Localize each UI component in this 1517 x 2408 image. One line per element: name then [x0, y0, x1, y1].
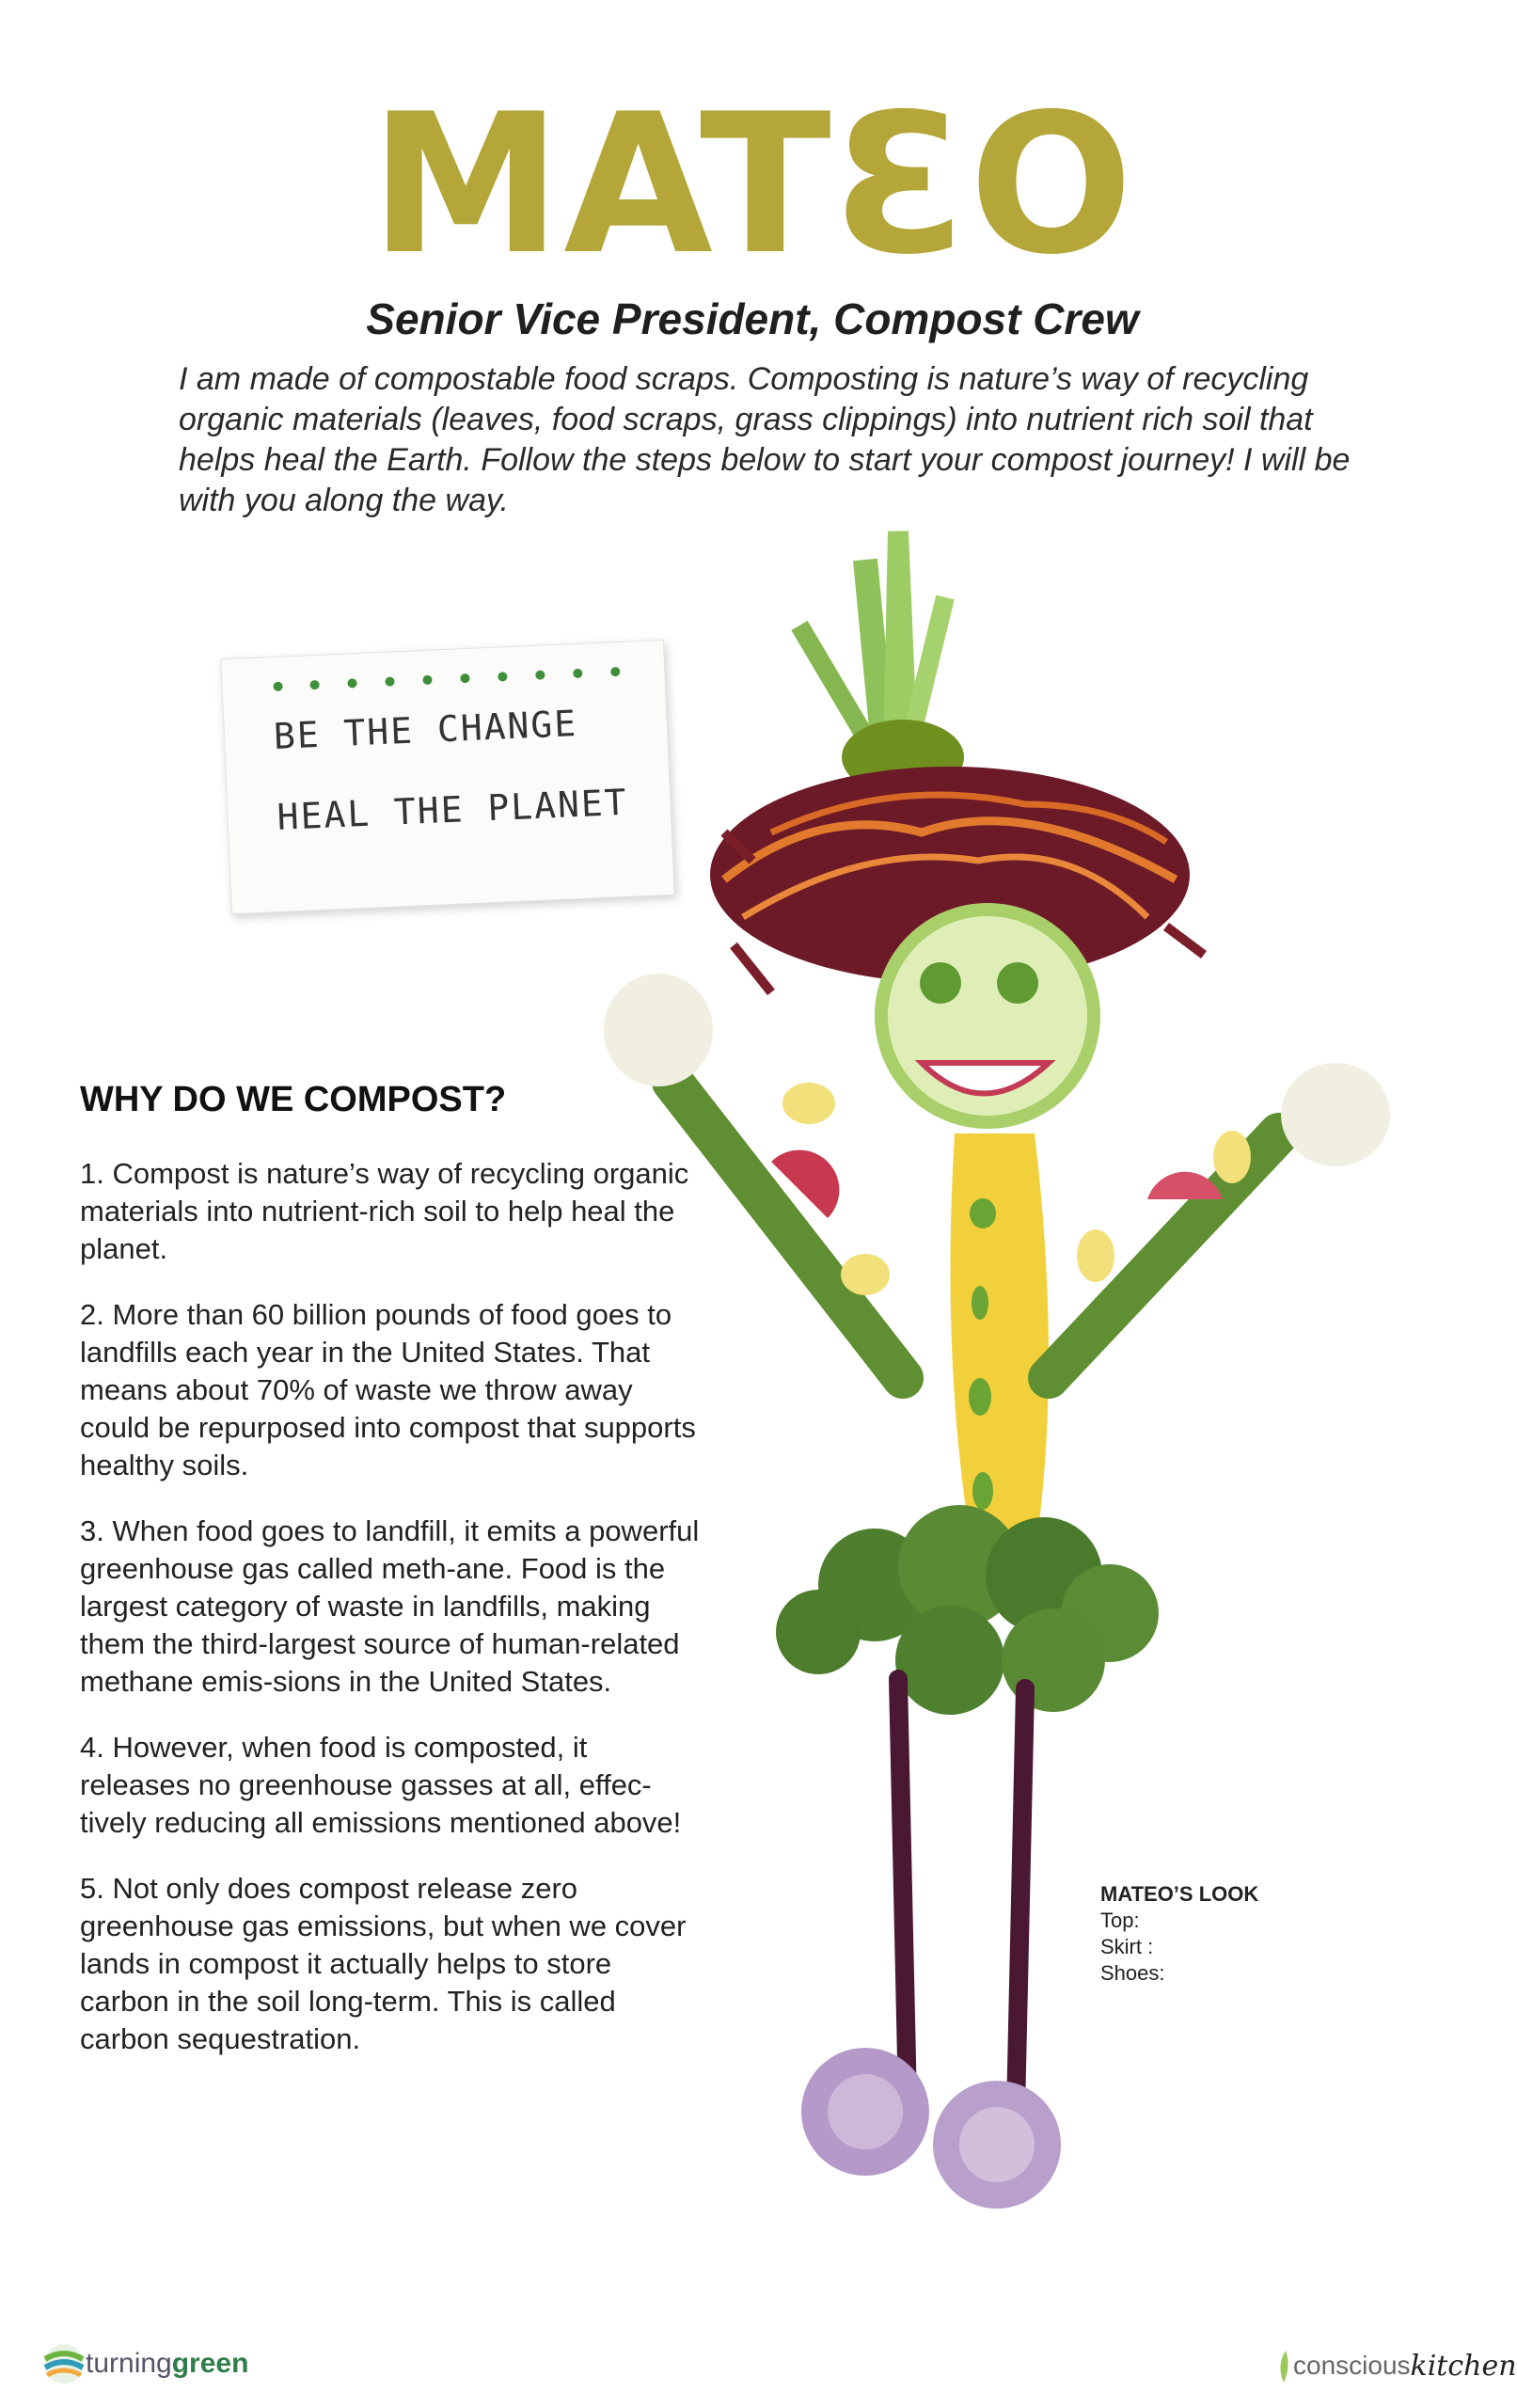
- list-item: 1. Compost is nature’s way of recycling organic materials into nutrient-rich soil to help heal the planet.: [80, 1157, 689, 1265]
- list-item: 4. However, when food is composted, it releases no greenhouse gasses at all, effec-tively reducing all emissions mentioned above!: [80, 1731, 682, 1839]
- turning-green-icon: [42, 2342, 86, 2385]
- rhubarb-legs: [898, 1679, 1025, 2112]
- page-subtitle: Senior Vice President, Compost Crew: [366, 294, 1139, 343]
- note-line-2: HEAL THE PLANET: [276, 781, 629, 838]
- brand-left-part2: green: [171, 2348, 249, 2379]
- reasons-list: [80, 1155, 701, 2086]
- conscious-kitchen-logo: [1274, 2347, 1517, 2384]
- cucumber-face: [875, 903, 1100, 1129]
- brand-right-part2: kitchen: [1410, 2349, 1517, 2383]
- note-card-dots: [269, 662, 636, 695]
- list-item: 5. Not only does compost release zero greenhouse gas emissions, but when we cover lands in compost it actually helps to store carbon in the soil long-term. This is called carbon sequestration.: [80, 1872, 687, 2055]
- leaf-icon: [1274, 2347, 1293, 2384]
- list-item: 2. More than 60 billion pounds of food goes to landfills each year in the United States. That means about 70% of waste we throw away could be repurposed into compost that supports healthy soils.: [80, 1298, 696, 1481]
- carrot-body: [951, 1133, 1050, 1557]
- intro-paragraph: I am made of compostable food scraps. Composting is nature’s way of recycling organic materials (leaves, food scraps, grass clippings) into nutrient rich soil that helps heal the Earth. Follow the steps below to start your compost journey! I will be with you along the way.: [179, 361, 1351, 518]
- look-shoes: Shoes:: [1100, 1961, 1165, 1985]
- brand-right-part1: conscious: [1293, 2351, 1411, 2380]
- brand-left-part1: turning: [86, 2348, 172, 2379]
- look-top: Top:: [1100, 1909, 1140, 1932]
- mateo-look: [1100, 1881, 1258, 1987]
- note-line-1: BE THE CHANGE: [272, 702, 579, 758]
- look-skirt: Skirt :: [1100, 1935, 1154, 1958]
- look-heading: MATEO’S LOOK: [1100, 1882, 1259, 1906]
- page-title: MATƐO: [370, 73, 1135, 297]
- list-item: 3. When food goes to landfill, it emits a powerful greenhouse gas called meth-ane. Food is the largest category of waste in landfills, making them the third-largest source of human-related methane emis-sions in the United States.: [80, 1514, 700, 1698]
- broccoli-skirt: [776, 1505, 1159, 1715]
- turning-green-logo: [42, 2342, 248, 2385]
- vegetable-figure: [583, 522, 1486, 2225]
- why-heading: WHY DO WE COMPOST?: [80, 1080, 507, 1119]
